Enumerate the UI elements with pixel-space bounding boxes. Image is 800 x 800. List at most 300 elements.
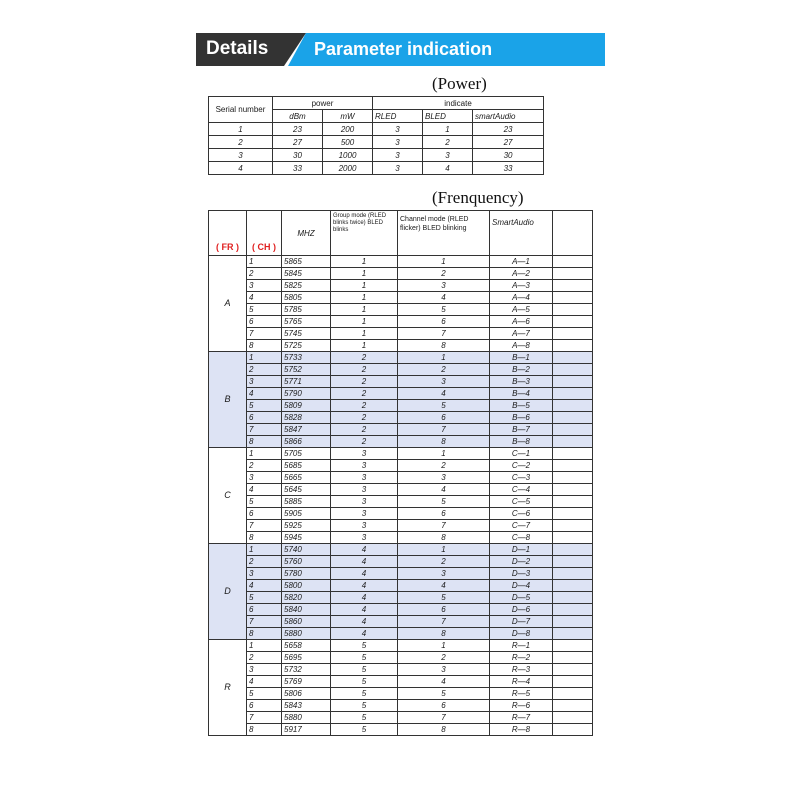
smartaudio-value: C—3: [490, 472, 553, 484]
blank-cell: [553, 496, 593, 508]
power-cell: 2000: [323, 162, 373, 175]
blank-cell: [553, 256, 593, 268]
smartaudio-value: A—5: [490, 304, 553, 316]
smartaudio-value: R—8: [490, 724, 553, 736]
frequency-mhz: 5805: [282, 292, 331, 304]
frequency-row: [209, 388, 593, 400]
smartaudio-value: D—6: [490, 604, 553, 616]
frequency-mhz: 5785: [282, 304, 331, 316]
smartaudio-value: R—1: [490, 640, 553, 652]
fr-header: ( FR ): [209, 211, 247, 256]
channel-mode-value: 4: [398, 484, 490, 496]
smartaudio-value: C—1: [490, 448, 553, 460]
frequency-mhz: 5885: [282, 496, 331, 508]
smartaudio-value: C—6: [490, 508, 553, 520]
power-cell: 1: [423, 123, 473, 136]
frequency-mhz: 5820: [282, 592, 331, 604]
smartaudio-value: A—6: [490, 316, 553, 328]
frequency-row: [209, 340, 593, 352]
channel-mode-value: 5: [398, 496, 490, 508]
frequency-mhz: 5800: [282, 580, 331, 592]
frequency-table: [208, 210, 593, 736]
channel-number: 8: [247, 532, 282, 544]
smartaudio-value: C—2: [490, 460, 553, 472]
group-mode-value: 2: [331, 388, 398, 400]
frequency-mhz: 5905: [282, 508, 331, 520]
frequency-mhz: 5760: [282, 556, 331, 568]
power-cell: 33: [273, 162, 323, 175]
group-mode-value: 4: [331, 604, 398, 616]
channel-number: 7: [247, 424, 282, 436]
frequency-mhz: 5806: [282, 688, 331, 700]
channel-mode-value: 3: [398, 472, 490, 484]
smartaudio-value: D—5: [490, 592, 553, 604]
frequency-mhz: 5880: [282, 628, 331, 640]
frequency-row: [209, 520, 593, 532]
channel-mode-value: 6: [398, 316, 490, 328]
channel-mode-value: 4: [398, 676, 490, 688]
power-cell: 3: [373, 123, 423, 136]
channel-mode-header: Channel mode (RLED flicker) BLED blinking: [398, 211, 490, 256]
blank-cell: [553, 316, 593, 328]
group-mode-value: 2: [331, 364, 398, 376]
blank-cell: [553, 640, 593, 652]
frequency-row: [209, 376, 593, 388]
channel-number: 3: [247, 472, 282, 484]
blank-cell: [553, 292, 593, 304]
group-mode-value: 4: [331, 628, 398, 640]
frequency-mhz: 5780: [282, 568, 331, 580]
channel-mode-value: 1: [398, 448, 490, 460]
group-mode-value: 3: [331, 520, 398, 532]
ch-header: ( CH ): [247, 211, 282, 256]
channel-mode-value: 5: [398, 400, 490, 412]
group-mode-value: 3: [331, 448, 398, 460]
frequency-row: [209, 412, 593, 424]
power-cell: 3: [373, 162, 423, 175]
power-cell: 500: [323, 136, 373, 149]
channel-mode-value: 1: [398, 256, 490, 268]
frequency-row: [209, 280, 593, 292]
channel-mode-value: 8: [398, 436, 490, 448]
group-mode-value: 3: [331, 472, 398, 484]
channel-number: 3: [247, 376, 282, 388]
channel-number: 6: [247, 604, 282, 616]
blank-cell: [553, 352, 593, 364]
group-mode-value: 2: [331, 424, 398, 436]
channel-mode-value: 8: [398, 724, 490, 736]
power-subheader-cell: smartAudio: [473, 110, 544, 123]
power-subheader-cell: BLED: [423, 110, 473, 123]
group-mode-value: 4: [331, 556, 398, 568]
frequency-mhz: 5769: [282, 676, 331, 688]
group-mode-value: 5: [331, 724, 398, 736]
channel-mode-value: 7: [398, 328, 490, 340]
blank-cell: [553, 568, 593, 580]
blank-cell: [553, 712, 593, 724]
frequency-row: [209, 472, 593, 484]
group-mode-value: 1: [331, 316, 398, 328]
channel-number: 1: [247, 544, 282, 556]
group-mode-value: 2: [331, 376, 398, 388]
group-mode-value: 3: [331, 484, 398, 496]
power-cell: 27: [473, 136, 544, 149]
power-cell: 3: [423, 149, 473, 162]
power-row: [209, 123, 544, 136]
band-label: D: [209, 544, 247, 640]
blank-cell: [553, 424, 593, 436]
group-mode-value: 2: [331, 412, 398, 424]
channel-number: 7: [247, 520, 282, 532]
group-mode-value: 3: [331, 496, 398, 508]
frequency-mhz: 5733: [282, 352, 331, 364]
serial-number-header: Serial number: [209, 97, 273, 123]
channel-number: 3: [247, 568, 282, 580]
frequency-mhz: 5917: [282, 724, 331, 736]
group-mode-value: 2: [331, 352, 398, 364]
power-cell: 33: [473, 162, 544, 175]
channel-number: 2: [247, 556, 282, 568]
group-mode-value: 3: [331, 460, 398, 472]
frequency-row: [209, 640, 593, 652]
channel-mode-value: 2: [398, 268, 490, 280]
group-mode-header: Group mode (RLED blinks twice) BLED blinks: [331, 211, 398, 256]
frequency-mhz: 5825: [282, 280, 331, 292]
frequency-row: [209, 304, 593, 316]
channel-number: 7: [247, 616, 282, 628]
frequency-mhz: 5645: [282, 484, 331, 496]
smartaudio-value: B—1: [490, 352, 553, 364]
frequency-row: [209, 628, 593, 640]
power-header: power: [273, 97, 373, 110]
blank-cell: [553, 484, 593, 496]
frequency-mhz: 5765: [282, 316, 331, 328]
smartaudio-value: A—2: [490, 268, 553, 280]
blank-cell: [553, 508, 593, 520]
power-cell: 1: [209, 123, 273, 136]
channel-number: 6: [247, 316, 282, 328]
channel-number: 6: [247, 508, 282, 520]
frequency-row: [209, 400, 593, 412]
power-subheader-cell: RLED: [373, 110, 423, 123]
blank-cell: [553, 604, 593, 616]
smartaudio-value: R—6: [490, 700, 553, 712]
channel-mode-value: 6: [398, 604, 490, 616]
smartaudio-value: D—2: [490, 556, 553, 568]
smartaudio-value: R—4: [490, 676, 553, 688]
frequency-row: [209, 364, 593, 376]
channel-mode-value: 7: [398, 520, 490, 532]
smartaudio-value: D—8: [490, 628, 553, 640]
power-cell: 30: [273, 149, 323, 162]
frequency-row: [209, 508, 593, 520]
blank-cell: [553, 412, 593, 424]
smartaudio-value: B—2: [490, 364, 553, 376]
power-subheader-cell: mW: [323, 110, 373, 123]
channel-mode-value: 6: [398, 700, 490, 712]
group-mode-value: 4: [331, 580, 398, 592]
power-cell: 200: [323, 123, 373, 136]
channel-number: 7: [247, 712, 282, 724]
smartaudio-value: R—3: [490, 664, 553, 676]
frequency-mhz: 5705: [282, 448, 331, 460]
channel-mode-value: 7: [398, 424, 490, 436]
power-cell: 30: [473, 149, 544, 162]
smartaudio-value: B—5: [490, 400, 553, 412]
frequency-mhz: 5860: [282, 616, 331, 628]
channel-mode-value: 5: [398, 304, 490, 316]
channel-number: 6: [247, 700, 282, 712]
frequency-mhz: 5945: [282, 532, 331, 544]
channel-number: 3: [247, 280, 282, 292]
channel-mode-value: 4: [398, 388, 490, 400]
blank-cell: [553, 472, 593, 484]
frequency-row: [209, 688, 593, 700]
blank-cell: [553, 460, 593, 472]
channel-mode-value: 1: [398, 640, 490, 652]
frequency-row: [209, 544, 593, 556]
frequency-row: [209, 724, 593, 736]
channel-mode-value: 2: [398, 652, 490, 664]
blank-cell: [553, 544, 593, 556]
frequency-row: [209, 592, 593, 604]
channel-number: 8: [247, 340, 282, 352]
channel-number: 5: [247, 592, 282, 604]
power-row: [209, 136, 544, 149]
channel-number: 1: [247, 352, 282, 364]
power-row: [209, 149, 544, 162]
frequency-row: [209, 556, 593, 568]
power-table: [208, 96, 544, 175]
smartaudio-value: A—4: [490, 292, 553, 304]
frequency-row: [209, 700, 593, 712]
channel-number: 4: [247, 388, 282, 400]
frequency-mhz: 5658: [282, 640, 331, 652]
group-mode-value: 5: [331, 664, 398, 676]
smartaudio-value: R—2: [490, 652, 553, 664]
blank-cell: [553, 688, 593, 700]
channel-number: 4: [247, 484, 282, 496]
group-mode-value: 5: [331, 652, 398, 664]
frequency-row: [209, 616, 593, 628]
smartaudio-value: A—7: [490, 328, 553, 340]
channel-mode-value: 7: [398, 616, 490, 628]
group-mode-value: 5: [331, 700, 398, 712]
power-cell: 23: [273, 123, 323, 136]
blank-header-cell: [553, 211, 593, 256]
smartaudio-value: B—7: [490, 424, 553, 436]
blank-cell: [553, 436, 593, 448]
group-mode-value: 5: [331, 712, 398, 724]
smartaudio-value: R—5: [490, 688, 553, 700]
channel-number: 5: [247, 304, 282, 316]
group-mode-value: 2: [331, 400, 398, 412]
channel-number: 6: [247, 412, 282, 424]
power-cell: 3: [373, 136, 423, 149]
group-mode-value: 4: [331, 568, 398, 580]
blank-cell: [553, 448, 593, 460]
smartaudio-value: D—4: [490, 580, 553, 592]
channel-number: 1: [247, 448, 282, 460]
group-mode-value: 4: [331, 616, 398, 628]
frequency-mhz: 5925: [282, 520, 331, 532]
blank-cell: [553, 664, 593, 676]
power-cell: 1000: [323, 149, 373, 162]
channel-mode-value: 1: [398, 352, 490, 364]
power-cell: 4: [209, 162, 273, 175]
smartaudio-value: C—4: [490, 484, 553, 496]
power-cell: 23: [473, 123, 544, 136]
blank-cell: [553, 700, 593, 712]
power-header-row: [209, 97, 544, 110]
frequency-row: [209, 676, 593, 688]
frequency-row: [209, 484, 593, 496]
channel-mode-value: 6: [398, 412, 490, 424]
channel-mode-value: 3: [398, 280, 490, 292]
frequency-row: [209, 664, 593, 676]
frequency-row: [209, 604, 593, 616]
channel-number: 7: [247, 328, 282, 340]
band-label: B: [209, 352, 247, 448]
power-cell: 3: [373, 149, 423, 162]
power-cell: 2: [209, 136, 273, 149]
power-cell: 2: [423, 136, 473, 149]
frequency-row: [209, 268, 593, 280]
frequency-mhz: 5695: [282, 652, 331, 664]
frequency-row: [209, 580, 593, 592]
frequency-row: [209, 568, 593, 580]
group-mode-value: 5: [331, 676, 398, 688]
frequency-mhz: 5840: [282, 604, 331, 616]
frequency-mhz: 5843: [282, 700, 331, 712]
channel-mode-value: 5: [398, 592, 490, 604]
channel-number: 2: [247, 268, 282, 280]
channel-number: 3: [247, 664, 282, 676]
smartaudio-value: C—8: [490, 532, 553, 544]
channel-mode-value: 4: [398, 292, 490, 304]
details-banner: [196, 33, 605, 66]
group-mode-value: 1: [331, 268, 398, 280]
frequency-mhz: 5845: [282, 268, 331, 280]
smartaudio-value: B—8: [490, 436, 553, 448]
frequency-mhz: 5790: [282, 388, 331, 400]
power-subheader-cell: dBm: [273, 110, 323, 123]
frequency-mhz: 5732: [282, 664, 331, 676]
blank-cell: [553, 328, 593, 340]
blank-cell: [553, 280, 593, 292]
mhz-header: MHZ: [282, 211, 331, 256]
group-mode-value: 2: [331, 436, 398, 448]
power-cell: 4: [423, 162, 473, 175]
blank-cell: [553, 592, 593, 604]
frequency-mhz: 5866: [282, 436, 331, 448]
frequency-mhz: 5665: [282, 472, 331, 484]
smartaudio-value: B—4: [490, 388, 553, 400]
blank-cell: [553, 268, 593, 280]
blank-cell: [553, 676, 593, 688]
channel-mode-value: 6: [398, 508, 490, 520]
channel-number: 8: [247, 436, 282, 448]
channel-mode-value: 2: [398, 364, 490, 376]
blank-cell: [553, 364, 593, 376]
smartaudio-value: C—7: [490, 520, 553, 532]
channel-mode-value: 7: [398, 712, 490, 724]
smartaudio-value: C—5: [490, 496, 553, 508]
frequency-mhz: 5740: [282, 544, 331, 556]
blank-cell: [553, 556, 593, 568]
frequency-row: [209, 328, 593, 340]
channel-mode-value: 8: [398, 628, 490, 640]
smartaudio-value: A—1: [490, 256, 553, 268]
banner-subtitle: Parameter indication: [314, 39, 493, 59]
frequency-row: [209, 292, 593, 304]
frequency-row: [209, 256, 593, 268]
smartaudio-value: A—8: [490, 340, 553, 352]
group-mode-value: 3: [331, 508, 398, 520]
frequency-header-row: [209, 211, 593, 256]
power-row: [209, 162, 544, 175]
blank-cell: [553, 520, 593, 532]
band-label: C: [209, 448, 247, 544]
blank-cell: [553, 388, 593, 400]
frequency-mhz: 5847: [282, 424, 331, 436]
channel-mode-value: 4: [398, 580, 490, 592]
frequency-row: [209, 712, 593, 724]
group-mode-value: 1: [331, 256, 398, 268]
group-mode-value: 1: [331, 340, 398, 352]
blank-cell: [553, 340, 593, 352]
frequency-row: [209, 424, 593, 436]
channel-mode-value: 8: [398, 340, 490, 352]
group-mode-value: 1: [331, 328, 398, 340]
frequency-mhz: 5745: [282, 328, 331, 340]
group-mode-value: 4: [331, 592, 398, 604]
band-label: A: [209, 256, 247, 352]
frequency-mhz: 5752: [282, 364, 331, 376]
channel-number: 2: [247, 652, 282, 664]
frequency-mhz: 5685: [282, 460, 331, 472]
channel-number: 4: [247, 292, 282, 304]
blank-cell: [553, 580, 593, 592]
channel-mode-value: 1: [398, 544, 490, 556]
blank-cell: [553, 532, 593, 544]
banner-details-label: Details: [206, 38, 269, 59]
channel-number: 8: [247, 628, 282, 640]
frequency-row: [209, 532, 593, 544]
channel-number: 1: [247, 256, 282, 268]
power-cell: 3: [209, 149, 273, 162]
channel-number: 5: [247, 496, 282, 508]
channel-number: 2: [247, 460, 282, 472]
smartaudio-header: SmartAudio: [490, 211, 553, 256]
channel-mode-value: 8: [398, 532, 490, 544]
channel-mode-value: 2: [398, 556, 490, 568]
channel-number: 8: [247, 724, 282, 736]
group-mode-value: 4: [331, 544, 398, 556]
channel-number: 1: [247, 640, 282, 652]
smartaudio-value: D—7: [490, 616, 553, 628]
channel-number: 4: [247, 580, 282, 592]
group-mode-value: 5: [331, 640, 398, 652]
frequency-section-title: (Frenquency): [432, 188, 524, 207]
channel-mode-value: 3: [398, 568, 490, 580]
frequency-row: [209, 316, 593, 328]
indicate-header: indicate: [373, 97, 544, 110]
blank-cell: [553, 652, 593, 664]
frequency-mhz: 5865: [282, 256, 331, 268]
channel-number: 2: [247, 364, 282, 376]
blank-cell: [553, 628, 593, 640]
